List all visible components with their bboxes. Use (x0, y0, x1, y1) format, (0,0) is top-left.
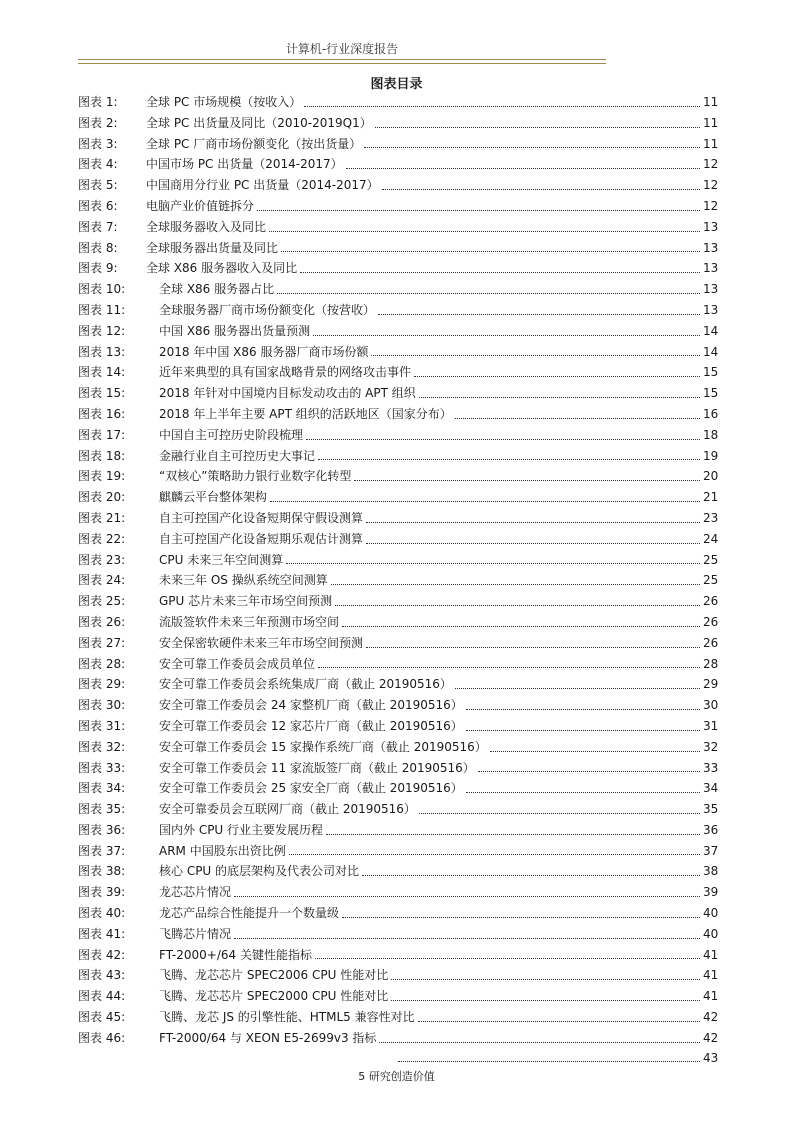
figure-number: 图表 46: (78, 1030, 126, 1045)
figure-caption: 全球 PC 出货量及同比（2010-2019Q1） (146, 115, 372, 130)
toc-entry[interactable] (78, 321, 718, 342)
dot-leader (364, 147, 700, 148)
toc-title: 图表目录 (370, 77, 423, 92)
figure-number: 图表 31: (78, 718, 126, 733)
figure-caption: FT-2000+/64 关键性能指标 (159, 947, 312, 962)
toc-entry[interactable] (78, 841, 718, 862)
page-number: 42 (703, 1010, 719, 1025)
figure-caption: 飞腾、龙芯芯片 SPEC2006 CPU 性能对比 (159, 968, 389, 983)
page-number: 41 (703, 947, 719, 962)
figure-caption: 2018 年上半年主要 APT 组织的活跃地区（国家分布） (159, 406, 452, 421)
page-number: 36 (703, 822, 719, 837)
figure-caption: 中国市场 PC 出货量（2014-2017） (146, 157, 343, 172)
figure-caption: 飞腾芯片情况 (159, 926, 232, 941)
header-rule-bottom (78, 63, 606, 64)
dot-leader (318, 667, 700, 668)
toc-entry[interactable] (78, 175, 718, 196)
figure-number: 图表 38: (78, 864, 126, 879)
figure-number: 图表 24: (78, 573, 126, 588)
figure-caption: 中国 X86 服务器出货量预测 (159, 323, 311, 338)
toc-entry[interactable] (78, 92, 718, 113)
toc-entry[interactable] (78, 612, 718, 633)
dot-leader (379, 1042, 700, 1043)
figure-number: 图表 18: (78, 448, 126, 463)
page-number: 37 (703, 843, 719, 858)
figure-number: 图表 43: (78, 968, 126, 983)
figure-caption: 安全可靠工作委员会 24 家整机厂商（截止 20190516） (159, 698, 463, 713)
dot-leader (354, 480, 700, 481)
page-number: 11 (703, 136, 719, 151)
page-number: 32 (703, 739, 719, 754)
toc-entry[interactable] (78, 861, 718, 882)
figure-caption: 核心 CPU 的底层架构及代表公司对比 (159, 864, 360, 879)
dot-leader (466, 709, 700, 710)
page-number: 21 (703, 490, 719, 505)
page-number: 33 (703, 760, 719, 775)
toc-entry[interactable] (78, 633, 718, 654)
page-number: 41 (703, 989, 719, 1004)
page-number: 13 (703, 261, 719, 276)
figure-caption: 电脑产业价值链拆分 (146, 198, 255, 213)
figure-caption: 自主可控国产化设备短期乐观估计测算 (159, 531, 364, 546)
figure-number: 图表 4: (78, 157, 118, 172)
page-number: 26 (703, 614, 719, 629)
dot-leader (234, 896, 700, 897)
figure-caption: FT-2000/64 与 XEON E5-2699v3 指标 (159, 1030, 377, 1045)
toc-entry[interactable] (78, 882, 718, 903)
dot-leader (466, 730, 700, 731)
page-number: 25 (703, 573, 719, 588)
dot-leader (419, 397, 700, 398)
figure-number: 图表 29: (78, 677, 126, 692)
page-number: 24 (703, 531, 719, 546)
figure-number: 图表 5: (78, 178, 118, 193)
page-number: 40 (703, 926, 719, 941)
dot-leader (300, 272, 700, 273)
page-number: 42 (703, 1030, 719, 1045)
toc-entry[interactable] (78, 945, 718, 966)
toc-entry[interactable] (78, 737, 718, 758)
toc-entry[interactable] (78, 487, 718, 508)
dot-leader (286, 563, 700, 564)
figure-number: 图表 15: (78, 386, 126, 401)
header-rule-top (78, 59, 606, 60)
figure-caption: 全球 PC 市场规模（按收入） (146, 95, 302, 109)
figure-caption: 安全可靠工作委员会 11 家流版签厂商（截止 20190516） (159, 760, 475, 775)
page-number: 41 (703, 968, 719, 983)
toc-entry[interactable] (78, 903, 718, 924)
dot-leader (366, 543, 700, 544)
toc-entry[interactable] (78, 466, 718, 487)
page-number: 18 (703, 427, 719, 442)
page-number: 11 (703, 95, 719, 109)
page-number: 35 (703, 802, 719, 817)
dot-leader (391, 1000, 700, 1001)
figure-number: 图表 12: (78, 323, 126, 338)
page-number: 38 (703, 864, 719, 879)
page-number: 12 (703, 157, 719, 172)
figure-number: 图表 35: (78, 802, 126, 817)
toc-entry[interactable] (78, 778, 718, 799)
figure-number: 图表 17: (78, 427, 126, 442)
dot-leader (371, 355, 700, 356)
figure-number: 图表 13: (78, 344, 126, 359)
figure-number: 图表 33: (78, 760, 126, 775)
page-number: 13 (703, 240, 719, 255)
page-number: 19 (703, 448, 719, 463)
figure-caption: 未来三年 OS 操纵系统空间测算 (159, 573, 328, 588)
dot-leader (234, 938, 700, 939)
figure-caption: 自主可控国产化设备短期保守假设测算 (159, 510, 364, 525)
dot-leader (346, 168, 700, 169)
page-number: 20 (703, 469, 719, 484)
toc-entry[interactable] (78, 508, 718, 529)
page-number: 23 (703, 510, 719, 525)
page-number: 14 (703, 323, 719, 338)
toc-entry[interactable] (78, 820, 718, 841)
page-number: 13 (703, 302, 719, 317)
page-number: 43 (703, 1051, 719, 1065)
page-number: 26 (703, 635, 719, 650)
toc-entry[interactable] (78, 570, 718, 591)
toc-entry[interactable] (78, 404, 718, 425)
page-number: 28 (703, 656, 719, 671)
figure-list (78, 92, 718, 1049)
figure-number: 图表 27: (78, 635, 126, 650)
dot-leader (306, 439, 700, 440)
dot-leader (466, 792, 700, 793)
page-number: 14 (703, 344, 719, 359)
dot-leader (281, 251, 700, 252)
dot-leader (289, 854, 700, 855)
report-header: 计算机-行业深度报告 (285, 42, 399, 56)
figure-caption: 麒麟云平台整体架构 (159, 490, 268, 505)
figure-number: 图表 37: (78, 843, 126, 858)
page-number: 15 (703, 386, 719, 401)
toc-entry[interactable] (78, 799, 718, 820)
toc-entry[interactable] (78, 695, 718, 716)
figure-number: 图表 19: (78, 469, 126, 484)
toc-entry[interactable] (78, 217, 718, 238)
page-number: 11 (703, 115, 719, 130)
toc-entry[interactable] (78, 654, 718, 675)
figure-caption: 飞腾、龙芯 JS 的引擎性能、HTML5 兼容性对比 (159, 1010, 415, 1025)
toc-entry[interactable] (78, 758, 718, 779)
figure-number: 图表 42: (78, 947, 126, 962)
dot-leader (269, 231, 700, 232)
trailing-leader-row (398, 1048, 718, 1068)
dot-leader (455, 688, 700, 689)
toc-entry[interactable] (78, 965, 718, 986)
figure-caption: 安全可靠委员会互联网厂商（截止 20190516） (159, 802, 416, 817)
page-number: 26 (703, 594, 719, 609)
figure-number: 图表 39: (78, 885, 126, 900)
figure-caption: 龙芯芯片情况 (159, 885, 232, 900)
page-number: 30 (703, 698, 719, 713)
figure-number: 图表 41: (78, 926, 126, 941)
toc-entry[interactable] (78, 591, 718, 612)
dot-leader (382, 189, 700, 190)
figure-number: 图表 21: (78, 510, 126, 525)
figure-number: 图表 26: (78, 614, 126, 629)
dot-leader (318, 459, 700, 460)
toc-entry[interactable] (78, 674, 718, 695)
figure-caption: 飞腾、龙芯芯片 SPEC2000 CPU 性能对比 (159, 989, 389, 1004)
toc-entry[interactable] (78, 342, 718, 363)
dot-leader (362, 875, 700, 876)
toc-entry[interactable] (78, 425, 718, 446)
figure-number: 图表 7: (78, 219, 118, 234)
figure-number: 图表 11: (78, 302, 126, 317)
dot-leader (419, 813, 700, 814)
toc-entry[interactable] (78, 196, 718, 217)
toc-entry[interactable] (78, 238, 718, 259)
figure-number: 图表 40: (78, 906, 126, 921)
figure-caption: 全球服务器厂商市场份额变化（按营收） (159, 302, 376, 317)
figure-number: 图表 9: (78, 261, 118, 276)
page-number: 34 (703, 781, 719, 796)
figure-caption: 近年来典型的具有国家战略背景的网络攻击事件 (159, 365, 412, 380)
toc-entry[interactable] (78, 446, 718, 467)
page-number: 12 (703, 198, 719, 213)
figure-number: 图表 28: (78, 656, 126, 671)
figure-number: 图表 8: (78, 240, 118, 255)
dot-leader (313, 335, 700, 336)
page-number: 25 (703, 552, 719, 567)
page-number: 15 (703, 365, 719, 380)
toc-entry[interactable] (78, 1028, 718, 1049)
figure-number: 图表 16: (78, 406, 126, 421)
figure-number: 图表 44: (78, 989, 126, 1004)
dot-leader (277, 293, 700, 294)
toc-entry[interactable] (78, 113, 718, 134)
figure-number: 图表 30: (78, 698, 126, 713)
dot-leader (398, 1061, 700, 1062)
figure-number: 图表 20: (78, 490, 126, 505)
figure-caption: 全球 PC 厂商市场份额变化（按出货量） (146, 136, 362, 151)
figure-caption: 龙芯产品综合性能提升一个数量级 (159, 906, 340, 921)
dot-leader (478, 771, 700, 772)
dot-leader (342, 917, 700, 918)
figure-number: 图表 2: (78, 115, 118, 130)
figure-number: 图表 34: (78, 781, 126, 796)
dot-leader (391, 979, 700, 980)
figure-caption: 中国商用分行业 PC 出货量（2014-2017） (146, 178, 379, 193)
page-footer: 5 研究创造价值 (358, 1070, 435, 1083)
figure-number: 图表 32: (78, 739, 126, 754)
dot-leader (315, 958, 700, 959)
figure-number: 图表 45: (78, 1010, 126, 1025)
figure-number: 图表 36: (78, 822, 126, 837)
figure-caption: “双核心”策略助力银行业数字化转型 (159, 469, 352, 484)
figure-caption: 2018 年中国 X86 服务器厂商市场份额 (159, 344, 369, 359)
figure-caption: 2018 年针对中国境内目标发动攻击的 APT 组织 (159, 386, 416, 401)
figure-number: 图表 6: (78, 198, 118, 213)
dot-leader (270, 501, 700, 502)
figure-number: 图表 22: (78, 531, 126, 546)
figure-caption: 安全可靠工作委员会 15 家操作系统厂商（截止 20190516） (159, 739, 487, 754)
dot-leader (257, 210, 700, 211)
figure-number: 图表 23: (78, 552, 126, 567)
figure-caption: 流版签软件未来三年预测市场空间 (159, 614, 340, 629)
page-number: 31 (703, 718, 719, 733)
figure-caption: 安全可靠工作委员会成员单位 (159, 656, 316, 671)
toc-entry[interactable] (78, 279, 718, 300)
dot-leader (455, 418, 700, 419)
toc-entry[interactable] (78, 924, 718, 945)
toc-entry[interactable] (78, 529, 718, 550)
page-number: 13 (703, 219, 719, 234)
figure-caption: CPU 未来三年空间测算 (159, 552, 284, 567)
toc-entry[interactable] (78, 258, 718, 279)
toc-entry[interactable] (78, 300, 718, 321)
figure-caption: ARM 中国股东出资比例 (159, 843, 286, 858)
page-number: 13 (703, 282, 719, 297)
page-number: 16 (703, 406, 719, 421)
figure-caption: 中国自主可控历史阶段梳理 (159, 427, 304, 442)
toc-entry[interactable] (78, 716, 718, 737)
dot-leader (378, 314, 700, 315)
figure-caption: GPU 芯片未来三年市场空间预测 (159, 594, 333, 609)
figure-caption: 全球 X86 服务器收入及同比 (146, 261, 298, 276)
figure-caption: 安全可靠工作委员会 25 家安全厂商（截止 20190516） (159, 781, 463, 796)
page-number: 40 (703, 906, 719, 921)
page-number: 12 (703, 178, 719, 193)
toc-entry[interactable] (78, 362, 718, 383)
dot-leader (331, 584, 700, 585)
figure-caption: 全球服务器收入及同比 (146, 219, 267, 234)
dot-leader (366, 647, 700, 648)
toc-entry[interactable] (78, 383, 718, 404)
figure-caption: 安全可靠工作委员会系统集成厂商（截止 20190516） (159, 677, 452, 692)
toc-entry[interactable] (78, 986, 718, 1007)
figure-number: 图表 25: (78, 594, 126, 609)
dot-leader (335, 605, 700, 606)
dot-leader (418, 1021, 700, 1022)
figure-caption: 国内外 CPU 行业主要发展历程 (159, 822, 324, 837)
figure-caption: 安全保密软硬件未来三年市场空间预测 (159, 635, 364, 650)
figure-number: 图表 14: (78, 365, 126, 380)
dot-leader (414, 376, 700, 377)
toc-entry[interactable] (78, 134, 718, 155)
toc-entry[interactable] (78, 154, 718, 175)
figure-number: 图表 3: (78, 136, 118, 151)
dot-leader (304, 106, 700, 107)
dot-leader (490, 751, 700, 752)
page-number: 29 (703, 677, 719, 692)
dot-leader (342, 626, 700, 627)
figure-caption: 全球服务器出货量及同比 (146, 240, 279, 255)
page-number: 39 (703, 885, 719, 900)
dot-leader (326, 834, 700, 835)
figure-number: 图表 1: (78, 95, 118, 109)
dot-leader (375, 127, 700, 128)
toc-entry[interactable] (78, 550, 718, 571)
figure-caption: 安全可靠工作委员会 12 家芯片厂商（截止 20190516） (159, 718, 463, 733)
toc-entry[interactable] (78, 1007, 718, 1028)
figure-number: 图表 10: (78, 282, 126, 297)
figure-caption: 金融行业自主可控历史大事记 (159, 448, 316, 463)
dot-leader (366, 522, 700, 523)
figure-caption: 全球 X86 服务器占比 (159, 282, 275, 297)
